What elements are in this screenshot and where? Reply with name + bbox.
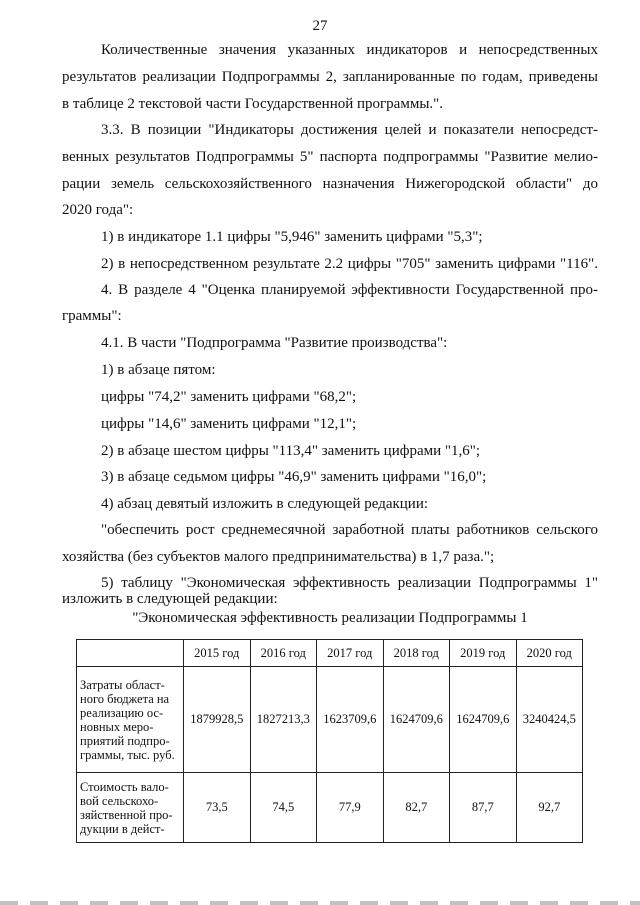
paragraph-line: граммы":: [62, 308, 122, 324]
paragraph-line: 2) в непосредственном результате 2.2 цифры "705" заменить цифрами "116".: [101, 256, 598, 272]
table-row: [77, 667, 583, 773]
table-cell: 82,7: [383, 773, 450, 843]
paragraph-line: Количественные значения указанных индикаторов и непосредственных: [101, 42, 598, 58]
scan-edge-artifact: [0, 901, 640, 905]
table-corner-cell: [77, 640, 184, 667]
table-cell: 1827213,3: [250, 667, 317, 773]
column-header: 2020 год: [516, 640, 583, 667]
paragraph-line: хозяйства (без субъектов малого предпринимательства) в 1,7 раза.";: [62, 549, 495, 565]
paragraph-line: 4) абзац девятый изложить в следующей редакции:: [101, 496, 429, 512]
column-header: 2018 год: [383, 640, 450, 667]
table-cell: 87,7: [450, 773, 517, 843]
paragraph-line: 3) в абзаце седьмом цифры "46,9" заменить цифрами "16,0";: [101, 469, 487, 485]
paragraph-line: "обеспечить рост среднемесячной заработной платы работников сельского: [101, 522, 598, 538]
paragraph-line: в таблице 2 текстовой части Государственной программы.".: [62, 96, 444, 112]
table-cell: 73,5: [184, 773, 251, 843]
table-cell: 1624709,6: [383, 667, 450, 773]
table-cell: 92,7: [516, 773, 583, 843]
efficiency-table: [76, 639, 583, 843]
paragraph-line: 2) в абзаце шестом цифры "113,4" заменить цифрами "1,6";: [101, 443, 481, 459]
column-header: 2015 год: [184, 640, 251, 667]
column-header: 2017 год: [317, 640, 384, 667]
paragraph-line: изложить в следующей редакции:: [62, 591, 278, 607]
column-header: 2019 год: [450, 640, 517, 667]
paragraph-line: 1) в абзаце пятом:: [101, 362, 216, 378]
row-label: Затраты област-ного бюджета на реализацию ос-новных меро-приятий подпро-граммы, тыс. руб.: [77, 667, 184, 773]
paragraph-line: венных результатов Подпрограммы 5" паспорта подпрограммы "Развитие мелио-: [62, 149, 598, 165]
paragraph-line: 3.3. В позиции "Индикаторы достижения целей и показатели непосредст-: [101, 122, 598, 138]
table-caption: "Экономическая эффективность реализации Подпрограммы 1: [132, 610, 528, 626]
column-header: 2016 год: [250, 640, 317, 667]
row-label: Стоимость вало-вой сельскохо-зяйственной про-дукции в дейст-: [77, 773, 184, 843]
paragraph-line: результатов реализации Подпрограммы 2, запланированные по годам, приведены: [62, 69, 598, 85]
paragraph-line: 4.1. В части "Подпрограмма "Развитие производства":: [101, 335, 448, 351]
table-cell: 1879928,5: [184, 667, 251, 773]
paragraph-line: 4. В разделе 4 "Оценка планируемой эффективности Государственной про-: [101, 282, 598, 298]
paragraph-line: 2020 года":: [62, 202, 134, 218]
table-cell: 3240424,5: [516, 667, 583, 773]
paragraph-line: цифры "74,2" заменить цифрами "68,2";: [101, 389, 357, 405]
table-row: [77, 773, 583, 843]
table-cell: 74,5: [250, 773, 317, 843]
table-cell: 1623709,6: [317, 667, 384, 773]
table-header-row: [77, 640, 583, 667]
page-number: 27: [312, 18, 328, 34]
paragraph-line: рации земель сельскохозяйственного назначения Нижегородской области" до: [62, 176, 598, 192]
table-cell: 77,9: [317, 773, 384, 843]
paragraph-line: 1) в индикаторе 1.1 цифры "5,946" заменить цифрами "5,3";: [101, 229, 483, 245]
paragraph-line: цифры "14,6" заменить цифрами "12,1";: [101, 416, 357, 432]
table-cell: 1624709,6: [450, 667, 517, 773]
paragraph-line: 5) таблицу "Экономическая эффективность реализации Подпрограммы 1": [101, 575, 598, 591]
